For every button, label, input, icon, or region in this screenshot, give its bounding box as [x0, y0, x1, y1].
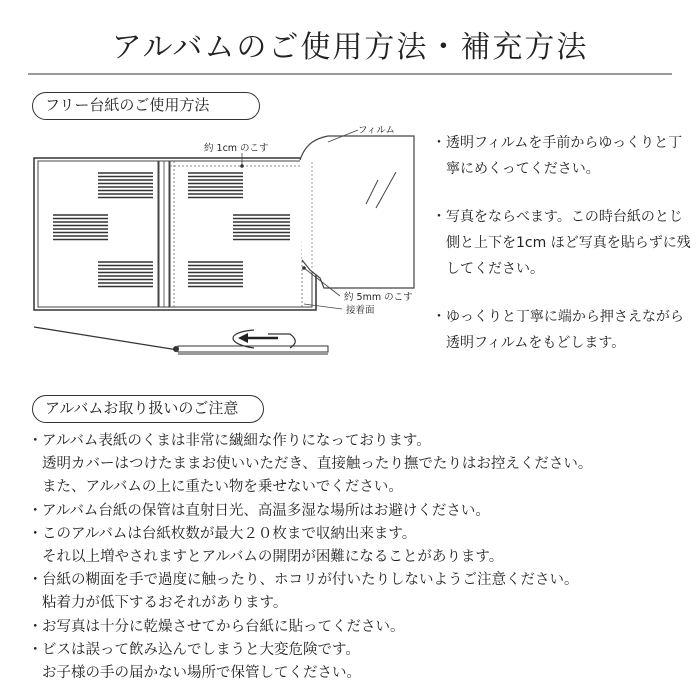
album-diagram	[28, 120, 428, 370]
care-note-line: 透明カバーはつけたままお使いいただき、直接触ったり撫でたりはお控えください。	[42, 456, 593, 473]
margin-top-label: 約 1cm のこす	[204, 143, 269, 154]
margin-side-label: 約 5mm のこす	[344, 292, 413, 303]
care-note	[28, 569, 688, 615]
film-sheet	[300, 136, 414, 288]
care-note	[28, 430, 688, 500]
instruction-item: ・ 写真をならべます。この時台紙のとじ側と上下を1cm ほど写真を貼らずに残してください。	[432, 204, 694, 282]
care-note-line: 粘着力が低下するおそれがあります。	[42, 595, 288, 612]
adhesive-label: 接着面	[346, 305, 375, 316]
usage-section-label: フリー台紙のご使用方法	[32, 92, 260, 120]
instruction-item: ・ ゆっくりと丁寧に端から押さえながら透明フィルムをもどします。	[432, 304, 694, 356]
title-divider	[28, 73, 672, 75]
care-note-line: それ以上増やされますとアルバムの開閉が困難になることがあります。	[42, 549, 504, 566]
care-note	[28, 616, 688, 639]
care-notes-list	[28, 430, 688, 685]
care-note-line: ・ アルバム台紙の保管は直射日光、高温多湿な場所はお避けください。	[42, 502, 490, 519]
film-label: フィルム	[358, 125, 395, 136]
care-note	[28, 523, 688, 569]
care-note-line: ・ アルバム表紙のくまは非常に繊細な作りになっております。	[42, 433, 431, 449]
usage-instructions	[432, 130, 694, 378]
care-note	[28, 500, 688, 523]
care-note-line: ・ このアルバムは台紙枚数が最大２０枚まで収納出来ます。	[42, 525, 417, 542]
care-note-line: また、アルバムの上に重たい物を乗せないでください。	[42, 479, 403, 496]
instruction-item: ・ 透明フィルムを手前からゆっくりと丁寧にめくってください。	[432, 130, 694, 182]
care-note-line: ・ 台紙の糊面を手で過度に触ったり、ホコリが付いたりしないようご注意ください。	[42, 572, 579, 589]
care-note-line: ・ ビスは誤って飲み込んでしまうと大変危険です。	[42, 641, 360, 658]
care-note-line: ・ お写真は十分に乾燥させてから台紙に貼ってください。	[42, 618, 405, 635]
care-note-line: お子様の手の届かない場所で保管してください。	[42, 665, 361, 682]
page-title: アルバムのご使用方法・補充方法	[111, 30, 589, 65]
care-section-label: アルバムお取り扱いのご注意	[32, 395, 264, 423]
care-note	[28, 639, 688, 685]
page-side-view	[34, 327, 178, 350]
